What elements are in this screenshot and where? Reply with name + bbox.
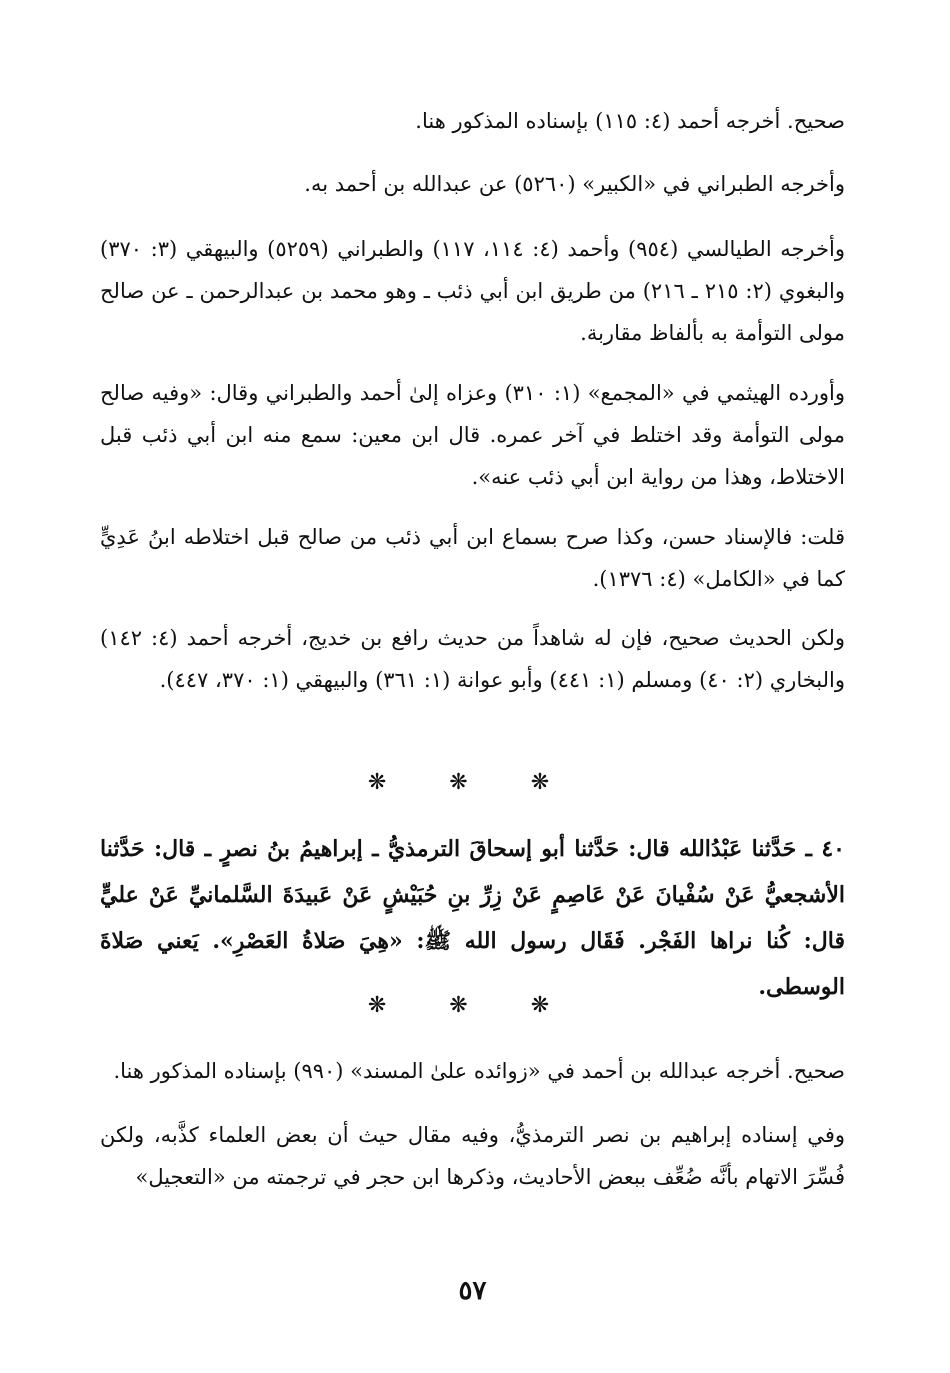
paragraph-takhrij-ahmad: صحيح. أخرجه أحمد (٤: ١١٥) بإسناده المذكور هنا. [415,109,845,133]
document-page [100,0,845,1373]
paragraph-tabarani: وأخرجه الطبراني في «الكبير» (٥٢٦٠) عن عبدالله بن أحمد به. [304,172,845,196]
paragraph-haythami: وأورده الهيثمي في «المجمع» (١: ٣١٠) وعزاه إلىٰ أحمد والطبراني وقال: «وفيه صالح مولى التوأمة وقد اختلط في آخر عمره. قال ابن معين: سمع منه ابن أبي ذئب قبل الاختلاط، وهذا من رواية ابن أبي ذئب عنه». [100,381,845,489]
paragraph-qultu: قلت: فالإسناد حسن، وكذا صرح بسماع ابن أبي ذئب من صالح قبل اختلاطه ابنُ عَدِيٍّ كما في «الكامل» (٤: ١٣٧٦). [100,525,845,591]
paragraph-shahid: ولكن الحديث صحيح، فإن له شاهداً من حديث رافع بن خديج، أخرجه أحمد (٤: ١٤٢) والبخاري (٢: ٤٠) ومسلم (١: ٤٤١) وأبو عوانة (١: ٣٦١) والبيهقي (١: ٣٧٠، ٤٤٧). [100,626,845,692]
paragraph-zawaid: صحيح. أخرجه عبدالله بن أحمد في «زوائده علىٰ المسند» (٩٩٠) بإسناده المذكور هنا. [113,1059,845,1083]
section-separator-bottom: ❋ ❋ ❋ [367,993,578,1018]
paragraph-tayalisi: وأخرجه الطيالسي (٩٥٤) وأحمد (٤: ١١٤، ١١٧) والطبراني (٥٢٥٩) والبيهقي (٣: ٣٧٠) والبغوي (٢: ٢١٥ ـ ٢١٦) من طريق ابن أبي ذئب ـ وهو محمد بن عبدالرحمن ـ عن صالح مولى التوأمة به بألفاظ مقاربة. [100,237,845,345]
paragraph-isnad-note: وفي إسناده إبراهيم بن نصر الترمذيُّ، وفيه مقال حيث أن بعض العلماء كذَّبه، ولكن فُسِّرَ الاتهام بأنَّه ضُعِّف ببعض الأحاديث، وذكرها ابن حجر في ترجمته من «التعجيل» [100,1123,845,1189]
hadith-text: ٤٠ ـ حَدَّثنا عَبْدُالله قال: حَدَّثنا أبو إسحاقَ الترمذيُّ ـ إبراهيمُ بنُ نصرٍ ـ قال: حَدَّثنا الأشجعيُّ عَنْ سُفْيانَ عَنْ عَاصِمٍ عَنْ زِرِّ بنِ حُبَيْشٍ عَنْ عَبيدَةَ السَّلمانيِّ عَنْ عليٍّ قال: كُنا نراها الفَجْر. فَقَال رسول الله ﷺ: «هِيَ صَلاةُ العَصْرِ». يَعني صَلاةَ الوسطى. [100,836,845,1000]
section-separator-top: ❋ ❋ ❋ [367,770,578,795]
page-number: ٥٧ [458,1276,487,1306]
